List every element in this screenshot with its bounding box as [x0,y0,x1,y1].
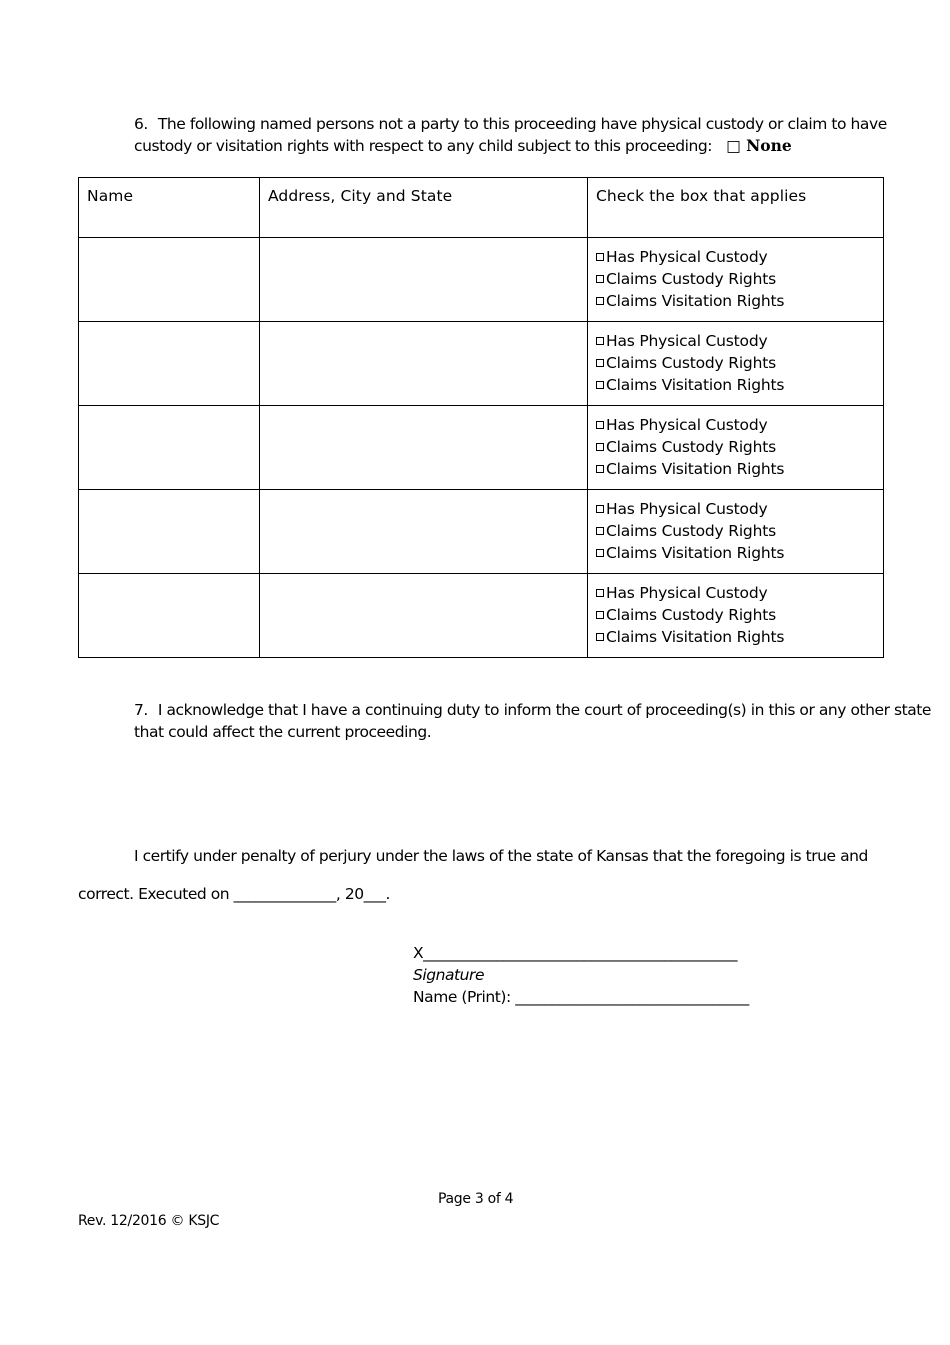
address-cell[interactable] [260,406,588,490]
physical-custody-option[interactable] [596,330,875,352]
option-label: Has Physical Custody [606,416,768,434]
option-label: Claims Visitation Rights [606,376,785,394]
option-label: Has Physical Custody [606,584,768,602]
options-cell [588,490,884,574]
table-row [79,490,884,574]
signature-line[interactable]: X___________________________________________ [413,944,738,962]
certify-line-2: correct. Executed on ______________, 20___. [78,885,391,903]
options-cell [588,322,884,406]
table-row [79,406,884,490]
name-cell[interactable] [79,574,260,658]
name-cell[interactable] [79,406,260,490]
options-cell [588,574,884,658]
custody-rights-option[interactable] [596,520,875,542]
option-label: Claims Visitation Rights [606,628,785,646]
name-print-line[interactable]: Name (Print): ________________________________ [413,988,749,1006]
header-address: Address, City and State [260,178,588,238]
revision-note: Rev. 12/2016 © KSJC [78,1213,220,1229]
checkbox[interactable] [596,465,604,473]
option-label: Claims Custody Rights [606,522,776,540]
checkbox[interactable] [596,633,604,641]
section-7-paragraph [78,699,940,743]
physical-custody-option[interactable] [596,582,875,604]
checkbox[interactable] [596,337,604,345]
option-label: Claims Visitation Rights [606,292,785,310]
section-6-number: 6. [134,115,148,133]
visitation-rights-option[interactable] [596,290,875,312]
address-cell[interactable] [260,322,588,406]
option-label: Has Physical Custody [606,332,768,350]
checkbox[interactable] [596,421,604,429]
checkbox[interactable] [596,253,604,261]
header-name: Name [79,178,260,238]
page-number: Page 3 of 4 [438,1191,514,1207]
option-label: Claims Custody Rights [606,270,776,288]
checkbox[interactable] [596,611,604,619]
visitation-rights-option[interactable] [596,458,875,480]
checkbox[interactable] [596,549,604,557]
checkbox[interactable] [596,589,604,597]
table-row [79,574,884,658]
checkbox[interactable] [596,297,604,305]
physical-custody-option[interactable] [596,414,875,436]
physical-custody-option[interactable] [596,246,875,268]
option-label: Has Physical Custody [606,248,768,266]
custody-rights-option[interactable] [596,604,875,626]
custody-rights-option[interactable] [596,436,875,458]
checkbox[interactable] [596,275,604,283]
visitation-rights-option[interactable] [596,374,875,396]
custody-rights-option[interactable] [596,268,875,290]
none-checkbox[interactable]: □ None [726,136,792,155]
name-cell[interactable] [79,238,260,322]
header-check: Check the box that applies [588,178,884,238]
option-label: Claims Custody Rights [606,606,776,624]
section-7-number: 7. [134,701,148,719]
option-label: Has Physical Custody [606,500,768,518]
option-label: Claims Custody Rights [606,354,776,372]
options-cell [588,238,884,322]
certify-line-1: I certify under penalty of perjury under the laws of the state of Kansas that the foregoing is true and [134,847,868,865]
signature-label: Signature [413,966,485,984]
address-cell[interactable] [260,574,588,658]
checkbox[interactable] [596,505,604,513]
option-label: Claims Custody Rights [606,438,776,456]
table-row [79,238,884,322]
name-cell[interactable] [79,322,260,406]
checkbox[interactable] [596,359,604,367]
address-cell[interactable] [260,490,588,574]
address-cell[interactable] [260,238,588,322]
name-cell[interactable] [79,490,260,574]
checkbox[interactable] [596,527,604,535]
visitation-rights-option[interactable] [596,542,875,564]
custody-persons-table [78,177,884,658]
checkbox[interactable] [596,443,604,451]
table-header-row [79,178,884,238]
physical-custody-option[interactable] [596,498,875,520]
option-label: Claims Visitation Rights [606,544,785,562]
section-7-text: I acknowledge that I have a continuing duty to inform the court of proceeding(s) in this or any other state that could affect the current proceeding. [134,701,932,741]
options-cell [588,406,884,490]
section-6-paragraph [78,113,940,157]
option-label: Claims Visitation Rights [606,460,785,478]
visitation-rights-option[interactable] [596,626,875,648]
table-row [79,322,884,406]
section-6-text: The following named persons not a party to this proceeding have physical custody or claim to have custody or visitation rights with respect to any child subject to this proceeding: [134,115,887,155]
checkbox[interactable] [596,381,604,389]
custody-rights-option[interactable] [596,352,875,374]
